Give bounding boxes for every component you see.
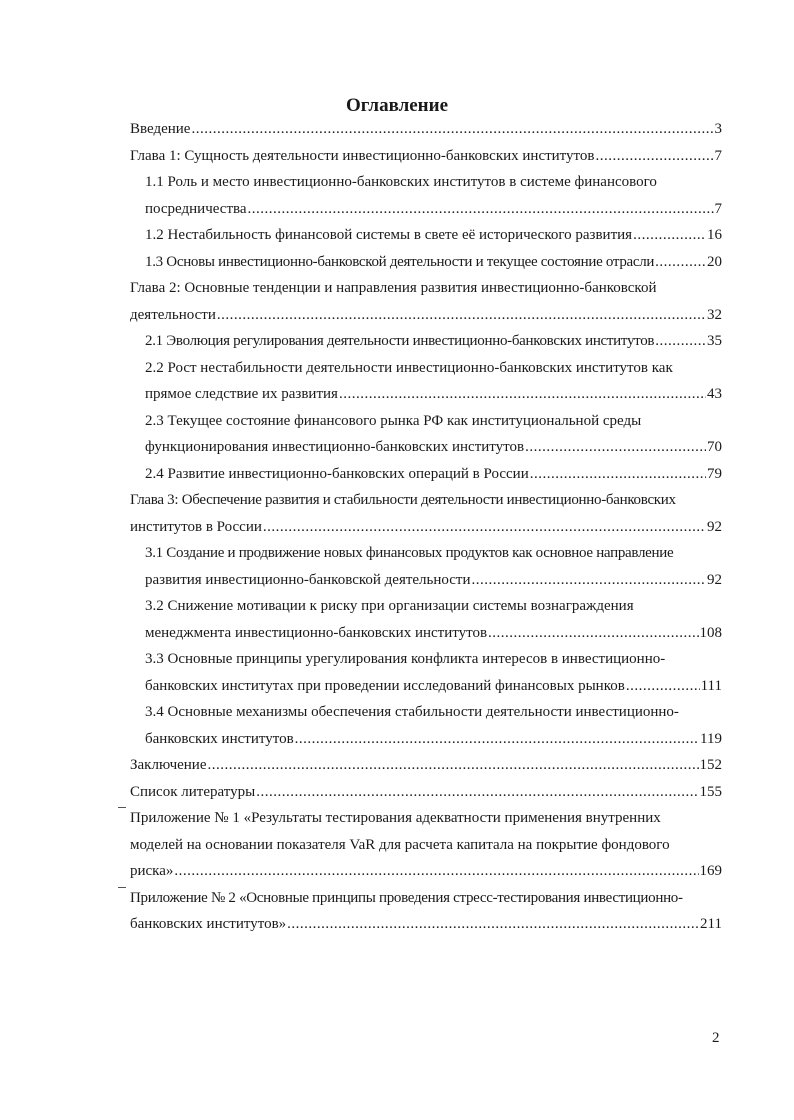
- toc-page-number: 119: [700, 730, 722, 747]
- toc-entry-2-1[interactable]: [130, 328, 722, 355]
- toc-entry-title: банковских институтов: [145, 730, 294, 747]
- toc-entry-appendix-2[interactable]: [130, 885, 722, 912]
- toc-entry-title: функционирования инвестиционно-банковских институтов: [145, 439, 525, 455]
- dot-leader: [174, 858, 698, 885]
- toc-entry-2-3-continued[interactable]: [130, 434, 722, 461]
- dot-leader: [595, 143, 713, 170]
- toc-entry-title: 1.1 Роль и место инвестиционно-банковских институтов в системе финансового: [145, 174, 657, 190]
- toc-entry-title: деятельности: [130, 306, 216, 323]
- toc-entry-title: 1.2 Нестабильность финансовой системы в свете её исторического развития: [145, 227, 633, 243]
- toc-page-number: 155: [699, 783, 722, 800]
- dot-leader: [655, 249, 706, 276]
- toc-entry-3-1-continued[interactable]: [130, 567, 722, 594]
- toc-entry-3-2[interactable]: [130, 593, 722, 620]
- table-of-contents: [130, 116, 722, 938]
- dot-leader: [530, 461, 706, 488]
- toc-entry-1-3[interactable]: [130, 249, 722, 276]
- toc-page-number: 79: [707, 465, 722, 482]
- toc-entry-title: Приложение № 2 «Основные принципы проведения стресс-тестирования инвестиционно-: [130, 889, 683, 906]
- dot-leader: [248, 196, 714, 223]
- toc-entry-title: 2.2 Рост нестабильности деятельности инвестиционно-банковских институтов как: [145, 359, 673, 376]
- toc-page-number: 108: [699, 624, 722, 641]
- toc-entry-3-2-continued[interactable]: [130, 620, 722, 647]
- dot-leader: [525, 434, 706, 461]
- toc-entry-bibliography[interactable]: [130, 779, 722, 806]
- toc-entry-title: Заключение: [130, 757, 207, 773]
- toc-entry-title: Глава 2: Основные тенденции и направления развития инвестиционно-банковской: [130, 280, 657, 296]
- dot-leader: [626, 673, 700, 700]
- toc-entry-1-1[interactable]: [130, 169, 722, 196]
- page-title: Оглавление: [345, 95, 449, 116]
- page-number: 2: [712, 1030, 720, 1046]
- toc-entry-title: Список литературы: [130, 783, 256, 800]
- toc-entry-title: прямое следствие их развития: [145, 386, 338, 402]
- toc-entry-introduction[interactable]: [130, 116, 722, 143]
- toc-entry-title: Введение: [130, 121, 191, 137]
- toc-entry-appendix-1[interactable]: [130, 805, 722, 832]
- toc-entry-chapter-2[interactable]: [130, 275, 722, 302]
- dot-leader: [488, 620, 698, 647]
- toc-page-number: 70: [707, 439, 722, 455]
- toc-page-number: 152: [699, 757, 722, 773]
- toc-entry-title: 2.3 Текущее состояние финансового рынка РФ как институциональной среды: [145, 412, 642, 429]
- toc-entry-appendix-2-continued[interactable]: [130, 911, 722, 938]
- dot-leader: [191, 116, 713, 143]
- toc-entry-title: Глава 1: Сущность деятельности инвестиционно-банковских институтов: [130, 147, 595, 164]
- toc-entry-title: Приложение № 1 «Результаты тестирования адекватности применения внутренних: [130, 810, 661, 826]
- toc-entry-title: моделей на основании показателя VaR для расчета капитала на покрытие фондового: [130, 836, 670, 853]
- toc-page-number: 7: [714, 147, 722, 164]
- toc-page-number: 16: [707, 227, 722, 243]
- margin-tick-mark: [118, 807, 126, 808]
- toc-entry-title: 3.2 Снижение мотивации к риску при организации системы вознаграждения: [145, 598, 634, 614]
- dot-leader: [287, 911, 699, 938]
- toc-page-number: 111: [700, 677, 722, 694]
- toc-entry-3-3-continued[interactable]: [130, 673, 722, 700]
- toc-entry-title: 2.1 Эволюция регулирования деятельности инвестиционно-банковских институтов: [145, 333, 655, 349]
- toc-entry-title: банковских институтов»: [130, 916, 287, 932]
- toc-entry-title: риска»: [130, 863, 174, 879]
- toc-entry-title: 2.4 Развитие инвестиционно-банковских операций в России: [145, 465, 529, 482]
- toc-entry-chapter-2-continued[interactable]: [130, 302, 722, 329]
- toc-page-number: 211: [700, 916, 722, 932]
- toc-entry-1-1-continued[interactable]: [130, 196, 722, 223]
- toc-entry-title: 1.3 Основы инвестиционно-банковской деятельности и текущее состояние отрасли: [145, 253, 655, 270]
- toc-page-number: 35: [707, 333, 722, 349]
- toc-entry-3-3[interactable]: [130, 646, 722, 673]
- toc-entry-chapter-3-continued[interactable]: [130, 514, 722, 541]
- dot-leader: [472, 567, 706, 594]
- toc-entry-title: 3.4 Основные механизмы обеспечения стабильности деятельности инвестиционно-: [145, 704, 679, 720]
- dot-leader: [208, 752, 699, 779]
- toc-entry-title: институтов в России: [130, 518, 262, 535]
- toc-entry-chapter-1[interactable]: [130, 143, 722, 170]
- toc-entry-3-4[interactable]: [130, 699, 722, 726]
- toc-page-number: 20: [707, 253, 722, 270]
- toc-page-number: 7: [714, 200, 722, 217]
- toc-entry-title: менеджмента инвестиционно-банковских институтов: [145, 624, 488, 641]
- toc-entry-1-2[interactable]: [130, 222, 722, 249]
- toc-entry-title: развития инвестиционно-банковской деятельности: [145, 571, 471, 588]
- dot-leader: [217, 302, 706, 329]
- toc-entry-title: Глава 3: Обеспечение развития и стабильности деятельности инвестиционно-банковских: [130, 492, 676, 508]
- toc-entry-title: 3.3 Основные принципы урегулирования конфликта интересов в инвестиционно-: [145, 651, 666, 667]
- dot-leader: [339, 381, 706, 408]
- toc-entry-3-4-continued[interactable]: [130, 726, 722, 753]
- toc-entry-title: посредничества: [145, 200, 247, 217]
- toc-entry-2-2-continued[interactable]: [130, 381, 722, 408]
- toc-entry-conclusion[interactable]: [130, 752, 722, 779]
- toc-entry-appendix-1-line-3[interactable]: [130, 858, 722, 885]
- toc-entry-2-4[interactable]: [130, 461, 722, 488]
- toc-entry-appendix-1-line-2[interactable]: [130, 832, 722, 859]
- toc-page-number: 169: [699, 863, 722, 879]
- toc-page-number: 43: [707, 386, 722, 402]
- toc-entry-title: банковских институтах при проведении исследований финансовых рынков: [145, 677, 625, 694]
- toc-entry-2-3[interactable]: [130, 408, 722, 435]
- toc-page-number: 92: [707, 518, 722, 535]
- toc-entry-2-2[interactable]: [130, 355, 722, 382]
- dot-leader: [256, 779, 698, 806]
- dot-leader: [655, 328, 706, 355]
- dot-leader: [633, 222, 706, 249]
- toc-entry-3-1[interactable]: [130, 540, 722, 567]
- toc-page-number: 32: [707, 306, 722, 323]
- toc-entry-chapter-3[interactable]: [130, 487, 722, 514]
- toc-entry-title: 3.1 Создание и продвижение новых финансовых продуктов как основное направление: [145, 545, 674, 561]
- toc-page-number: 3: [714, 121, 722, 137]
- toc-page-number: 92: [707, 571, 722, 588]
- dot-leader: [263, 514, 706, 541]
- margin-tick-mark: [118, 887, 126, 888]
- dot-leader: [295, 726, 699, 753]
